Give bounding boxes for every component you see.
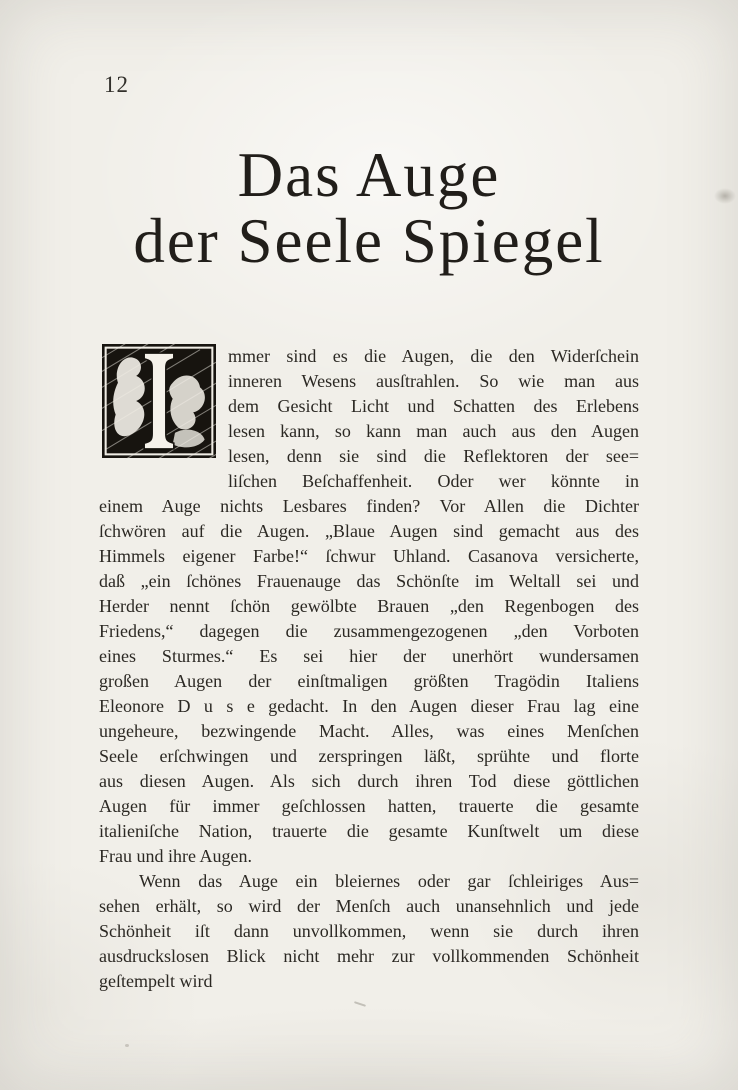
text-line: dem Gesicht Licht und Schatten des Erlebens	[228, 396, 639, 416]
text-line: Seele erſchwingen und zerspringen läßt, sprühte und florte	[99, 746, 639, 766]
text-line: mmer sind es die Augen, die den Widerſchein	[228, 346, 639, 366]
text-line: eines Sturmes.“ Es sei hier der unerhört wundersamen	[99, 646, 639, 666]
text-line: liſchen Beſchaffenheit. Oder wer könnte in	[228, 471, 639, 491]
text-line: Eleonore D u s e gedacht. In den Augen dieser Frau lag eine	[99, 696, 639, 716]
page-title-line2: der Seele Spiegel	[133, 206, 605, 276]
text-line: einem Auge nichts Lesbares finden? Vor Allen die Dichter	[99, 496, 639, 516]
text-line: Herder nennt ſchön gewölbte Brauen „den Regenbogen des	[99, 596, 639, 616]
text-line: sehen erhält, so wird der Menſch auch unansehnlich und jede	[99, 896, 639, 916]
text-line: Schönheit iſt dann unvollkommen, wenn sie durch ihren	[99, 921, 639, 941]
paper-speck	[125, 1044, 129, 1047]
text-line: daß „ein ſchönes Frauenauge das Schönſte im Weltall sei und	[99, 571, 639, 591]
paper-speck	[354, 1001, 366, 1007]
text-line: ſchwören auf die Augen. „Blaue Augen sind gemacht aus des	[99, 521, 639, 541]
text-line: Augen für immer geſchlossen hatten, trauerte die gesamte	[99, 796, 639, 816]
text-line: Himmels eigener Farbe!“ ſchwur Uhland. Casanova versicherte,	[99, 546, 639, 566]
text-line: ungeheure, bezwingende Macht. Alles, was eines Menſchen	[99, 721, 639, 741]
text-line: geſtempelt wird	[99, 971, 213, 991]
paper-smudge	[714, 188, 736, 204]
page-number: 12	[104, 72, 129, 97]
text-line: italieniſche Nation, trauerte die gesamte Kunſtwelt um diese	[99, 821, 639, 841]
body-text	[99, 344, 639, 994]
page-title-line1: Das Auge	[237, 140, 501, 210]
text-line: Friedens,“ dagegen die zusammengezogenen „den Vorboten	[99, 621, 639, 641]
text-line: inneren Wesens ausſtrahlen. So wie man aus	[228, 371, 639, 391]
text-line: aus diesen Augen. Als sich durch ihren Tod diese göttlichen	[99, 771, 639, 791]
text-line: ausdruckslosen Blick nicht mehr zur vollkommenden Schönheit	[99, 946, 639, 966]
text-line: großen Augen der einſtmaligen größten Tragödin Italiens	[99, 671, 639, 691]
text-line: lesen, denn sie sind die Reflektoren der see=	[228, 446, 639, 466]
text-line: lesen kann, so kann man auch aus den Augen	[228, 421, 639, 441]
text-line: Frau und ihre Augen.	[99, 846, 252, 866]
text-line: Wenn das Auge ein bleiernes oder gar ſchleiriges Aus=	[139, 871, 639, 891]
page-title	[0, 142, 738, 274]
